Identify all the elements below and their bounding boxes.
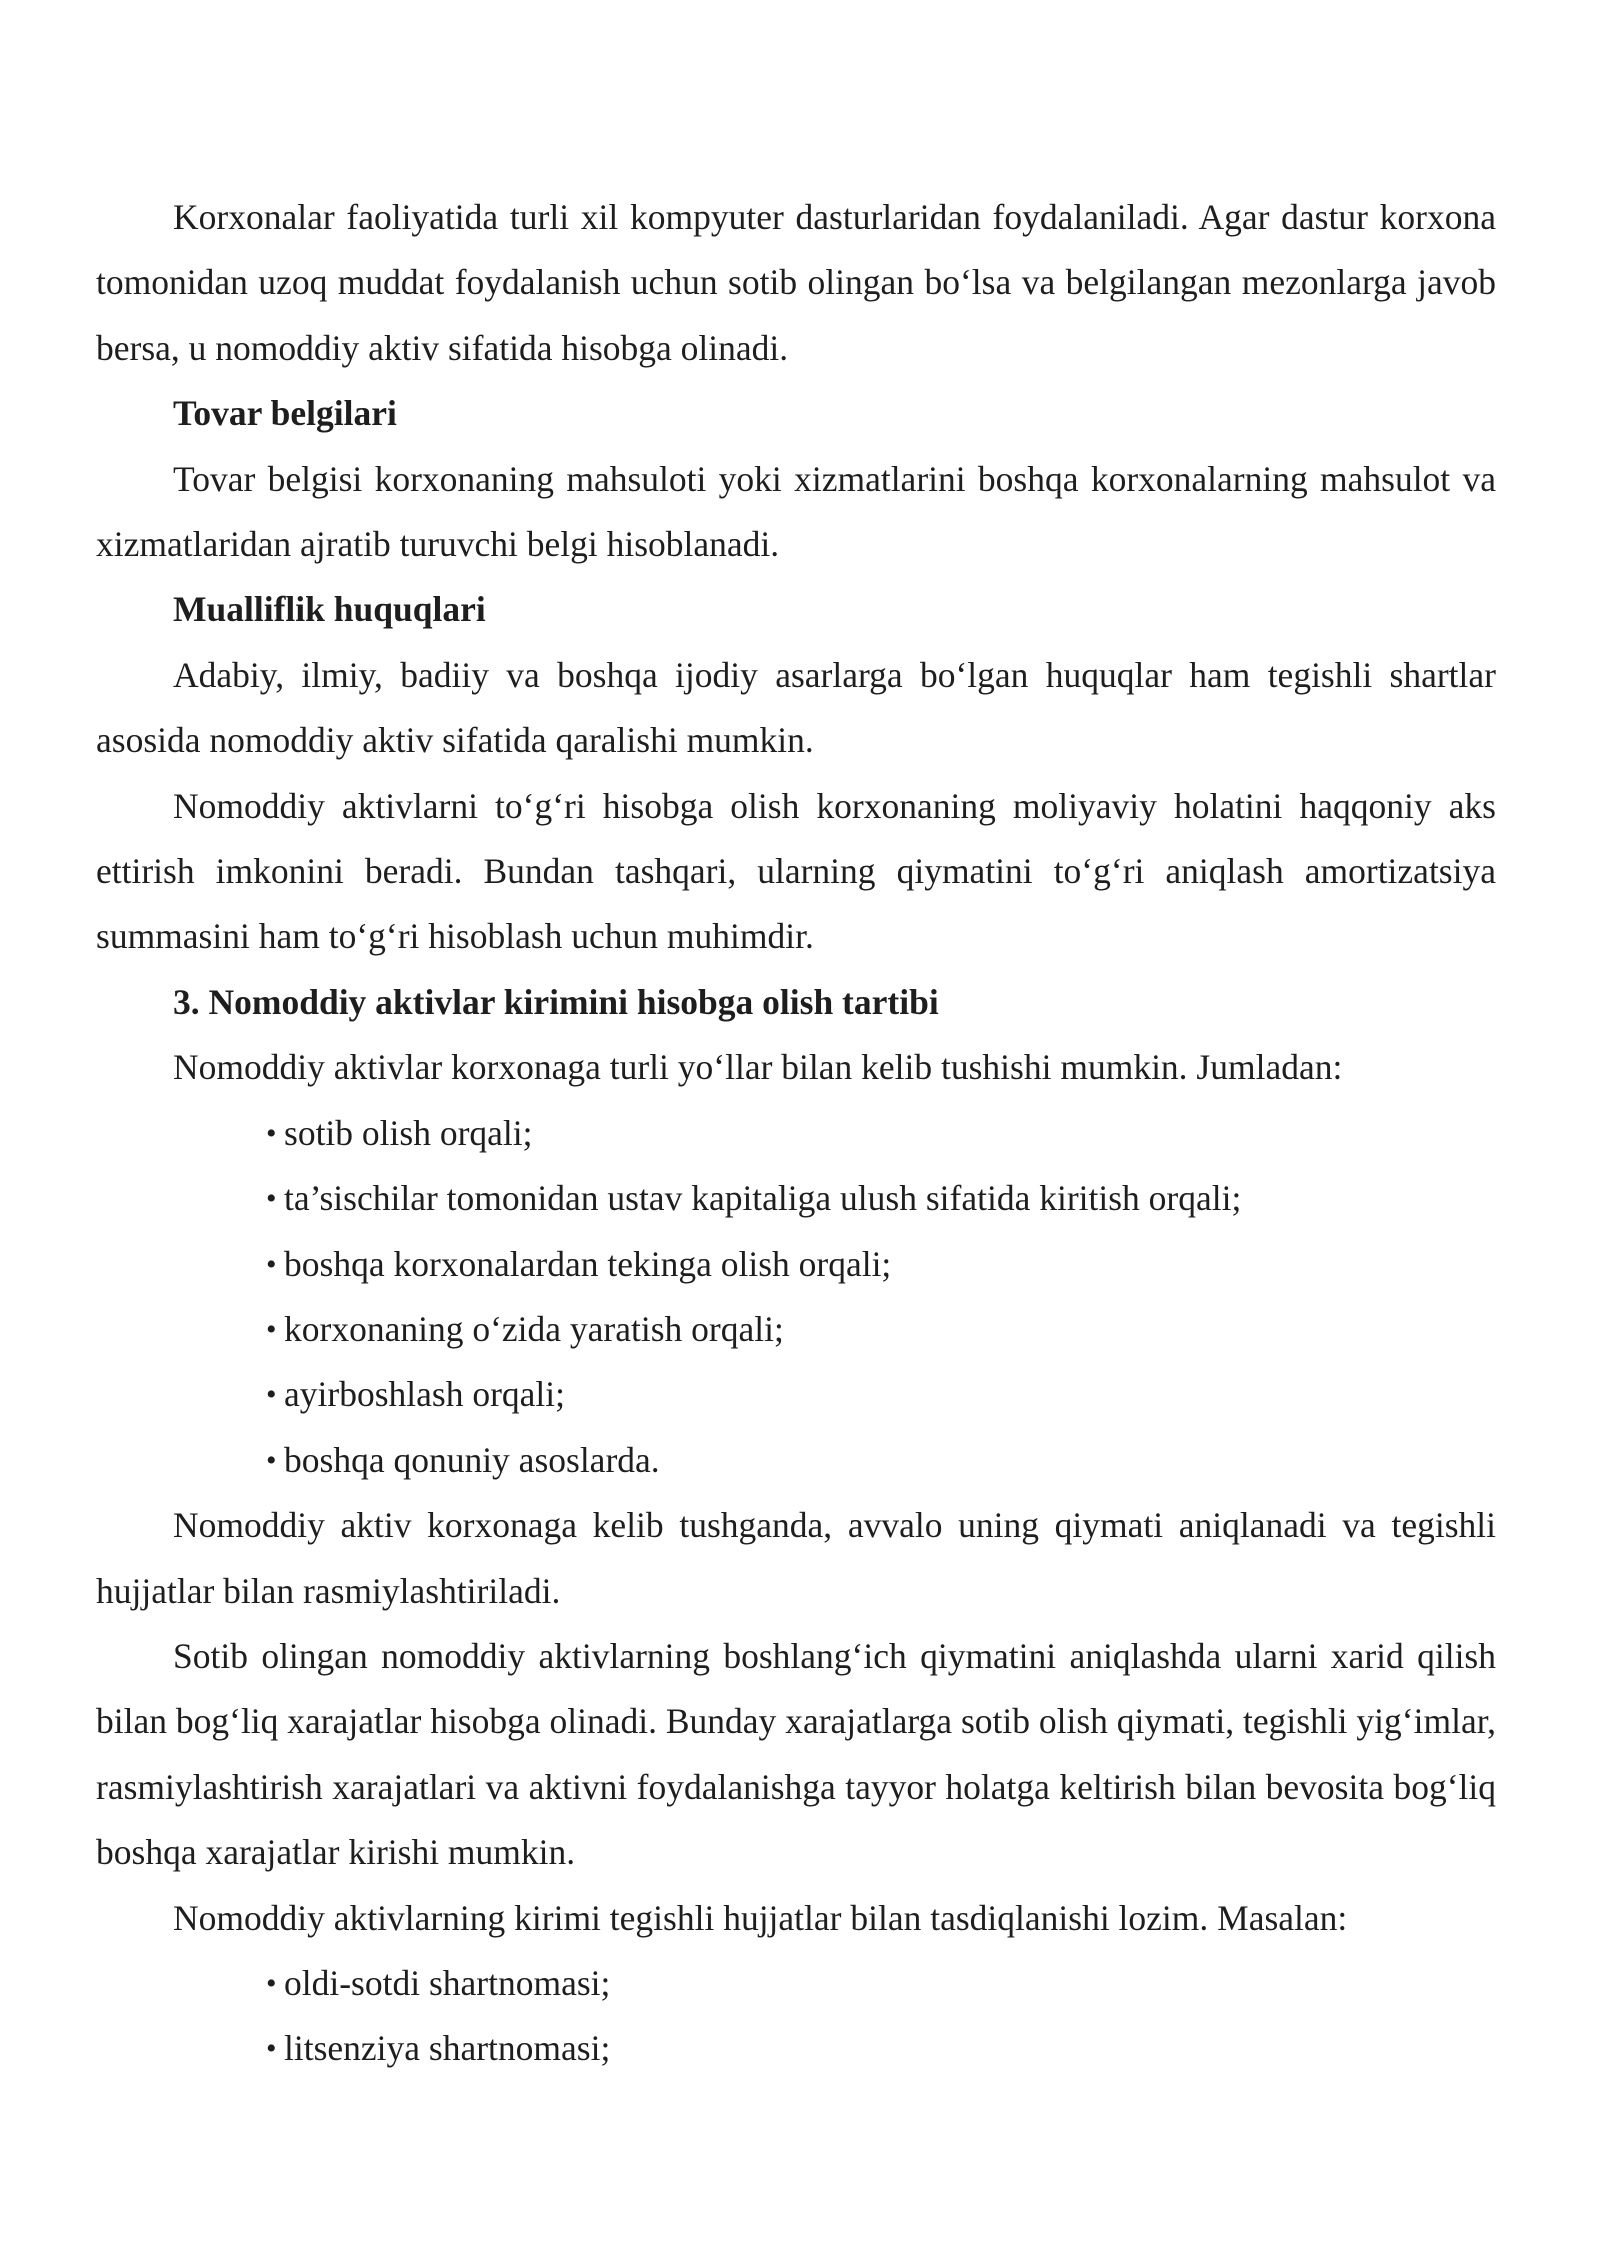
paragraph-copyrights: Adabiy, ilmiy, badiiy va boshqa ijodiy asarlarga bo‘lgan huquqlar ham tegishli shartlar asosida nomoddiy aktiv sifatida qaralishi mumkin. bbox=[96, 654, 1496, 761]
bullet-icon: • bbox=[266, 1116, 277, 1150]
bullet-icon: • bbox=[266, 1966, 277, 2000]
bullet-icon: • bbox=[266, 2032, 277, 2066]
list-item: • boshqa korxonalardan tekinga olish orqali; bbox=[96, 1232, 1496, 1297]
paragraph-software: Korxonalar faoliyatida turli xil kompyuter dasturlaridan foydalaniladi. Agar dastur korxona tomonidan uzoq muddat foydalanish uchun sotib olingan bo‘lsa va belgilangan mezonlarga javob bersa, u nomoddiy aktiv sifatida hisobga olinadi. bbox=[96, 197, 1496, 368]
heading-section-3: 3. Nomoddiy aktivlar kirimini hisobga olish tartibi bbox=[173, 981, 939, 1022]
list-documents bbox=[96, 1951, 1496, 2082]
paragraph-initial-cost: Sotib olingan nomoddiy aktivlarning boshlang‘ich qiymatini aniqlashda ularni xarid qilish bilan bog‘liq xarajatlar hisobga olinadi. Bunday xarajatlarga sotib olish qiymati, tegishli yig‘imlar, rasmiylashtirish xarajatlari va aktivni foydalanishga tayyor holatga keltirish bilan bevosita bog‘liq boshqa xarajatlar kirishi mumkin. bbox=[96, 1635, 1496, 1873]
list-acquisition-ways bbox=[96, 1101, 1496, 1493]
list-item: • litsenziya shartnomasi; bbox=[96, 2016, 1496, 2081]
bullet-icon: • bbox=[266, 1378, 277, 1412]
list-item: • ayirboshlash orqali; bbox=[96, 1362, 1496, 1427]
paragraph-trademarks: Tovar belgisi korxonaning mahsuloti yoki xizmatlarini boshqa korxonalarning mahsulot va xizmatlaridan ajratib turuvchi belgi hisoblanadi. bbox=[96, 458, 1496, 565]
list-item: • korxonaning o‘zida yaratish orqali; bbox=[96, 1297, 1496, 1362]
paragraph-importance: Nomoddiy aktivlarni to‘g‘ri hisobga olish korxonaning moliyaviy holatini haqqoniy aks ettirish imkonini beradi. Bundan tashqari, ularning qiymatini to‘g‘ri aniqlash amortizatsiya summasini ham to‘g‘ri hisoblash uchun muhimdir. bbox=[96, 785, 1496, 957]
paragraph-documents-intro: Nomoddiy aktivlarning kirimi tegishli hujjatlar bilan tasdiqlanishi lozim. Masalan: bbox=[173, 1897, 1348, 1938]
list-item: • boshqa qonuniy asoslarda. bbox=[96, 1428, 1496, 1493]
list-item: • ta’sischilar tomonidan ustav kapitaliga ulush sifatida kiritish orqali; bbox=[96, 1166, 1496, 1231]
bullet-icon: • bbox=[266, 1312, 277, 1346]
list-item: • sotib olish orqali; bbox=[96, 1101, 1496, 1166]
bullet-icon: • bbox=[266, 1247, 277, 1281]
bullet-icon: • bbox=[266, 1182, 277, 1216]
bullet-icon: • bbox=[266, 1443, 277, 1477]
paragraph-valuation: Nomoddiy aktiv korxonaga kelib tushganda, avvalo uning qiymati aniqlanadi va tegishli hujjatlar bilan rasmiylashtiriladi. bbox=[96, 1505, 1496, 1611]
heading-copyrights: Mualliflik huquqlari bbox=[173, 589, 486, 630]
document-page bbox=[96, 185, 1496, 2082]
paragraph-ways-intro: Nomoddiy aktivlar korxonaga turli yo‘llar bilan kelib tushishi mumkin. Jumladan: bbox=[173, 1047, 1343, 1088]
heading-trademarks: Tovar belgilari bbox=[173, 393, 397, 434]
list-item: • oldi-sotdi shartnomasi; bbox=[96, 1951, 1496, 2016]
